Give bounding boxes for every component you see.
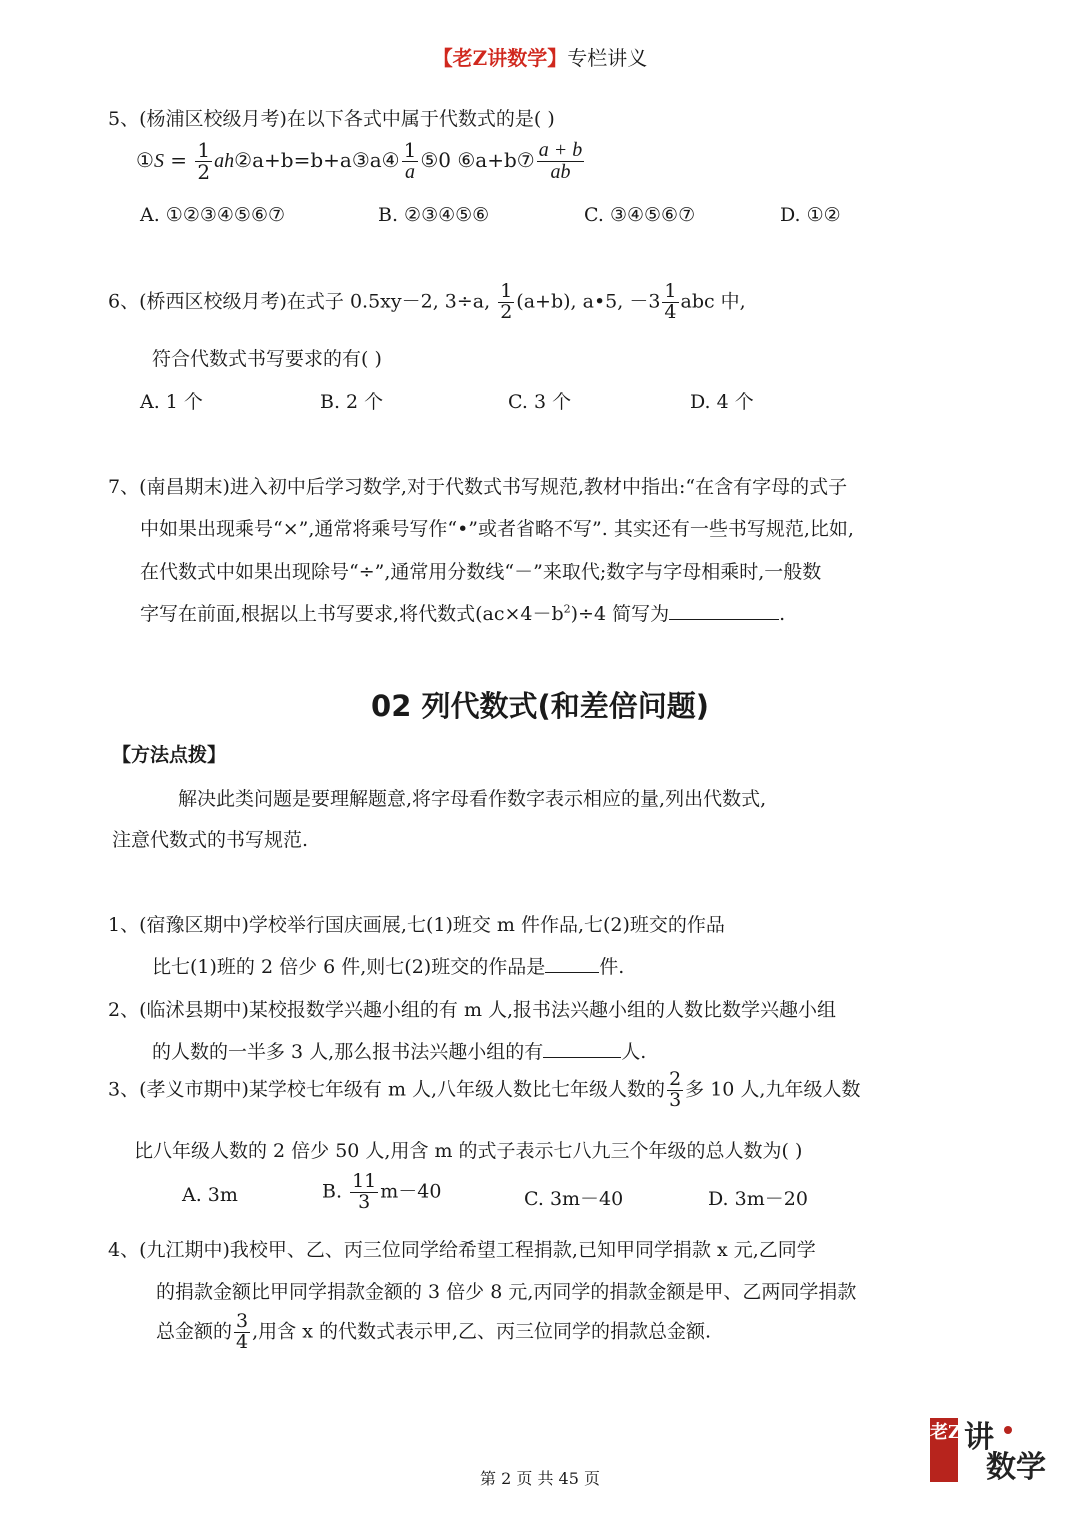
p4-frac-three-quarters: $\frac{3}{4}$ bbox=[236, 1310, 249, 1353]
p4-line2: 的捐款金额比甲同学捐款金额的 3 倍少 8 元,丙同学的捐款金额是甲、乙两同学捐款 bbox=[156, 1281, 857, 1303]
q6-option-a: A. 1 个 bbox=[140, 391, 203, 413]
method-line2: 注意代数式的书写规范. bbox=[112, 829, 309, 851]
q5-items bbox=[136, 140, 586, 183]
q5-frac-1-over-a: $\frac{1}{a}$ bbox=[403, 138, 417, 183]
q6-frac-half: $\frac{1}{2}$ bbox=[500, 280, 513, 323]
q5-items-5-7: ⑤0 ⑥a+b⑦ bbox=[420, 148, 535, 172]
p2-answer-blank[interactable] bbox=[543, 1038, 621, 1058]
p3-option-a: A. 3m bbox=[182, 1184, 238, 1206]
logo-seal-icon bbox=[1004, 1426, 1012, 1434]
q5-var-s: S bbox=[153, 150, 164, 172]
method-tag: 【方法点拨】 bbox=[112, 744, 227, 766]
q7-line1: 7、(南昌期末)进入初中后学习数学,对于代数式书写规范,教材中指出:“在含有字母的式子 bbox=[108, 476, 848, 498]
q5-stem: 5、(杨浦区校级月考)在以下各式中属于代数式的是( ) bbox=[108, 108, 555, 130]
p1-answer-blank[interactable] bbox=[545, 953, 599, 973]
q5-option-a: A. ①②③④⑤⑥⑦ bbox=[140, 204, 286, 226]
p1-line1: 1、(宿豫区期中)学校举行国庆画展,七(1)班交 m 件作品,七(2)班交的作品 bbox=[108, 914, 725, 936]
q7-answer-blank[interactable] bbox=[669, 600, 779, 620]
method-line1: 解决此类问题是要理解题意,将字母看作数字表示相应的量,列出代数式, bbox=[178, 788, 767, 810]
q5-item1-marker: ① bbox=[136, 148, 154, 172]
q5-frac-apb-over-ab: $\frac{a + b}{ab}$ bbox=[538, 139, 583, 183]
p3-frac-two-thirds: $\frac{2}{3}$ bbox=[669, 1068, 682, 1111]
q6-option-b: B. 2 个 bbox=[320, 391, 384, 413]
p4-line1: 4、(九江期中)我校甲、乙、丙三位同学给希望工程捐款,已知甲同学捐款 x 元,乙同学 bbox=[108, 1239, 816, 1261]
p3-frac-eleven-thirds: $\frac{11}{3}$ bbox=[352, 1170, 377, 1213]
q7-line4: 字写在前面,根据以上书写要求,将代数式$(ac\times 4-b^2)\div 4$ 简写为 . bbox=[140, 599, 785, 626]
q6-option-c: C. 3 个 bbox=[508, 391, 572, 413]
logo-red-box: 老Z bbox=[930, 1418, 958, 1482]
q5-equals: = bbox=[163, 148, 194, 172]
q6-stem-a: 6、(桥西区校级月考)在式子 0.5xy－2, 3÷a, bbox=[108, 290, 497, 313]
q5-option-c: C. ③④⑤⑥⑦ bbox=[584, 204, 696, 226]
p1-line2: 比七(1)班的 2 倍少 6 件,则七(2)班交的作品是 件. bbox=[152, 952, 624, 979]
logo-char-1: 讲 bbox=[964, 1420, 994, 1455]
header-suffix: 专栏讲义 bbox=[567, 46, 648, 70]
p3-option-c: C. 3m－40 bbox=[524, 1188, 624, 1210]
p4-line3: 总金额的 $\frac{3}{4}$ ,用含 x 的代数式表示甲,乙、丙三位同学的捐款总金额. bbox=[156, 1310, 712, 1353]
q6-stem-c: abc 中, bbox=[680, 290, 746, 313]
q5-option-d: D. ①② bbox=[780, 204, 841, 226]
p3-option-d: D. 3m－20 bbox=[708, 1188, 808, 1210]
page-footer: 第 2 页 共 45 页 bbox=[480, 1469, 600, 1488]
q7-exponent: 2 bbox=[563, 602, 571, 616]
q5-frac-half: $\frac{1}{2}$ bbox=[197, 138, 211, 184]
page-header bbox=[0, 42, 1080, 71]
q7-line2: 中如果出现乘号“×”,通常将乘号写作“•”或者省略不写”. 其实还有一些书写规范,比如, bbox=[140, 518, 854, 540]
q6-option-d: D. 4 个 bbox=[690, 391, 754, 413]
logo-char-2: 数学 bbox=[986, 1450, 1046, 1485]
q6-stem-b: (a+b), a•5, －3 bbox=[516, 290, 661, 313]
q6-line2: 符合代数式书写要求的有( ) bbox=[152, 348, 382, 370]
brand-logo bbox=[930, 1412, 1060, 1492]
p3-line2: 比八年级人数的 2 倍少 50 人,用含 m 的式子表示七八九三个年级的总人数为( ) bbox=[134, 1140, 803, 1162]
q7-line4-b: )÷4 简写为 bbox=[570, 603, 670, 625]
p3-line1: 3、(孝义市期中)某学校七年级有 m 人,八年级人数比七年级人数的 $\frac{2}{3}$ 多 10 人,九年级人数 bbox=[108, 1068, 861, 1111]
q7-line3: 在代数式中如果出现除号“÷”,通常用分数线“－”来取代;数字与字母相乘时,一般数 bbox=[140, 561, 822, 583]
q5-option-b: B. ②③④⑤⑥ bbox=[378, 204, 490, 226]
q5-ah: ah bbox=[214, 150, 235, 172]
q6-stem bbox=[108, 282, 746, 323]
q6-frac-quarter: $\frac{1}{4}$ bbox=[664, 280, 677, 323]
q5-items-2-4: ②a+b=b+a③a④ bbox=[234, 148, 400, 172]
header-brand: 【老Z讲数学】 bbox=[432, 46, 568, 70]
p3-option-b: B. $\frac{11}{3}$ m－40 bbox=[322, 1170, 442, 1213]
p2-line2: 的人数的一半多 3 人,那么报书法兴趣小组的有 人. bbox=[152, 1037, 646, 1064]
p2-line1: 2、(临沭县期中)某校报数学兴趣小组的有 m 人,报书法兴趣小组的人数比数学兴趣小组 bbox=[108, 999, 837, 1021]
section-title: 02 列代数式(和差倍问题) bbox=[371, 689, 709, 723]
q7-line4-a: 字写在前面,根据以上书写要求,将代数式(ac×4－b bbox=[140, 603, 564, 625]
